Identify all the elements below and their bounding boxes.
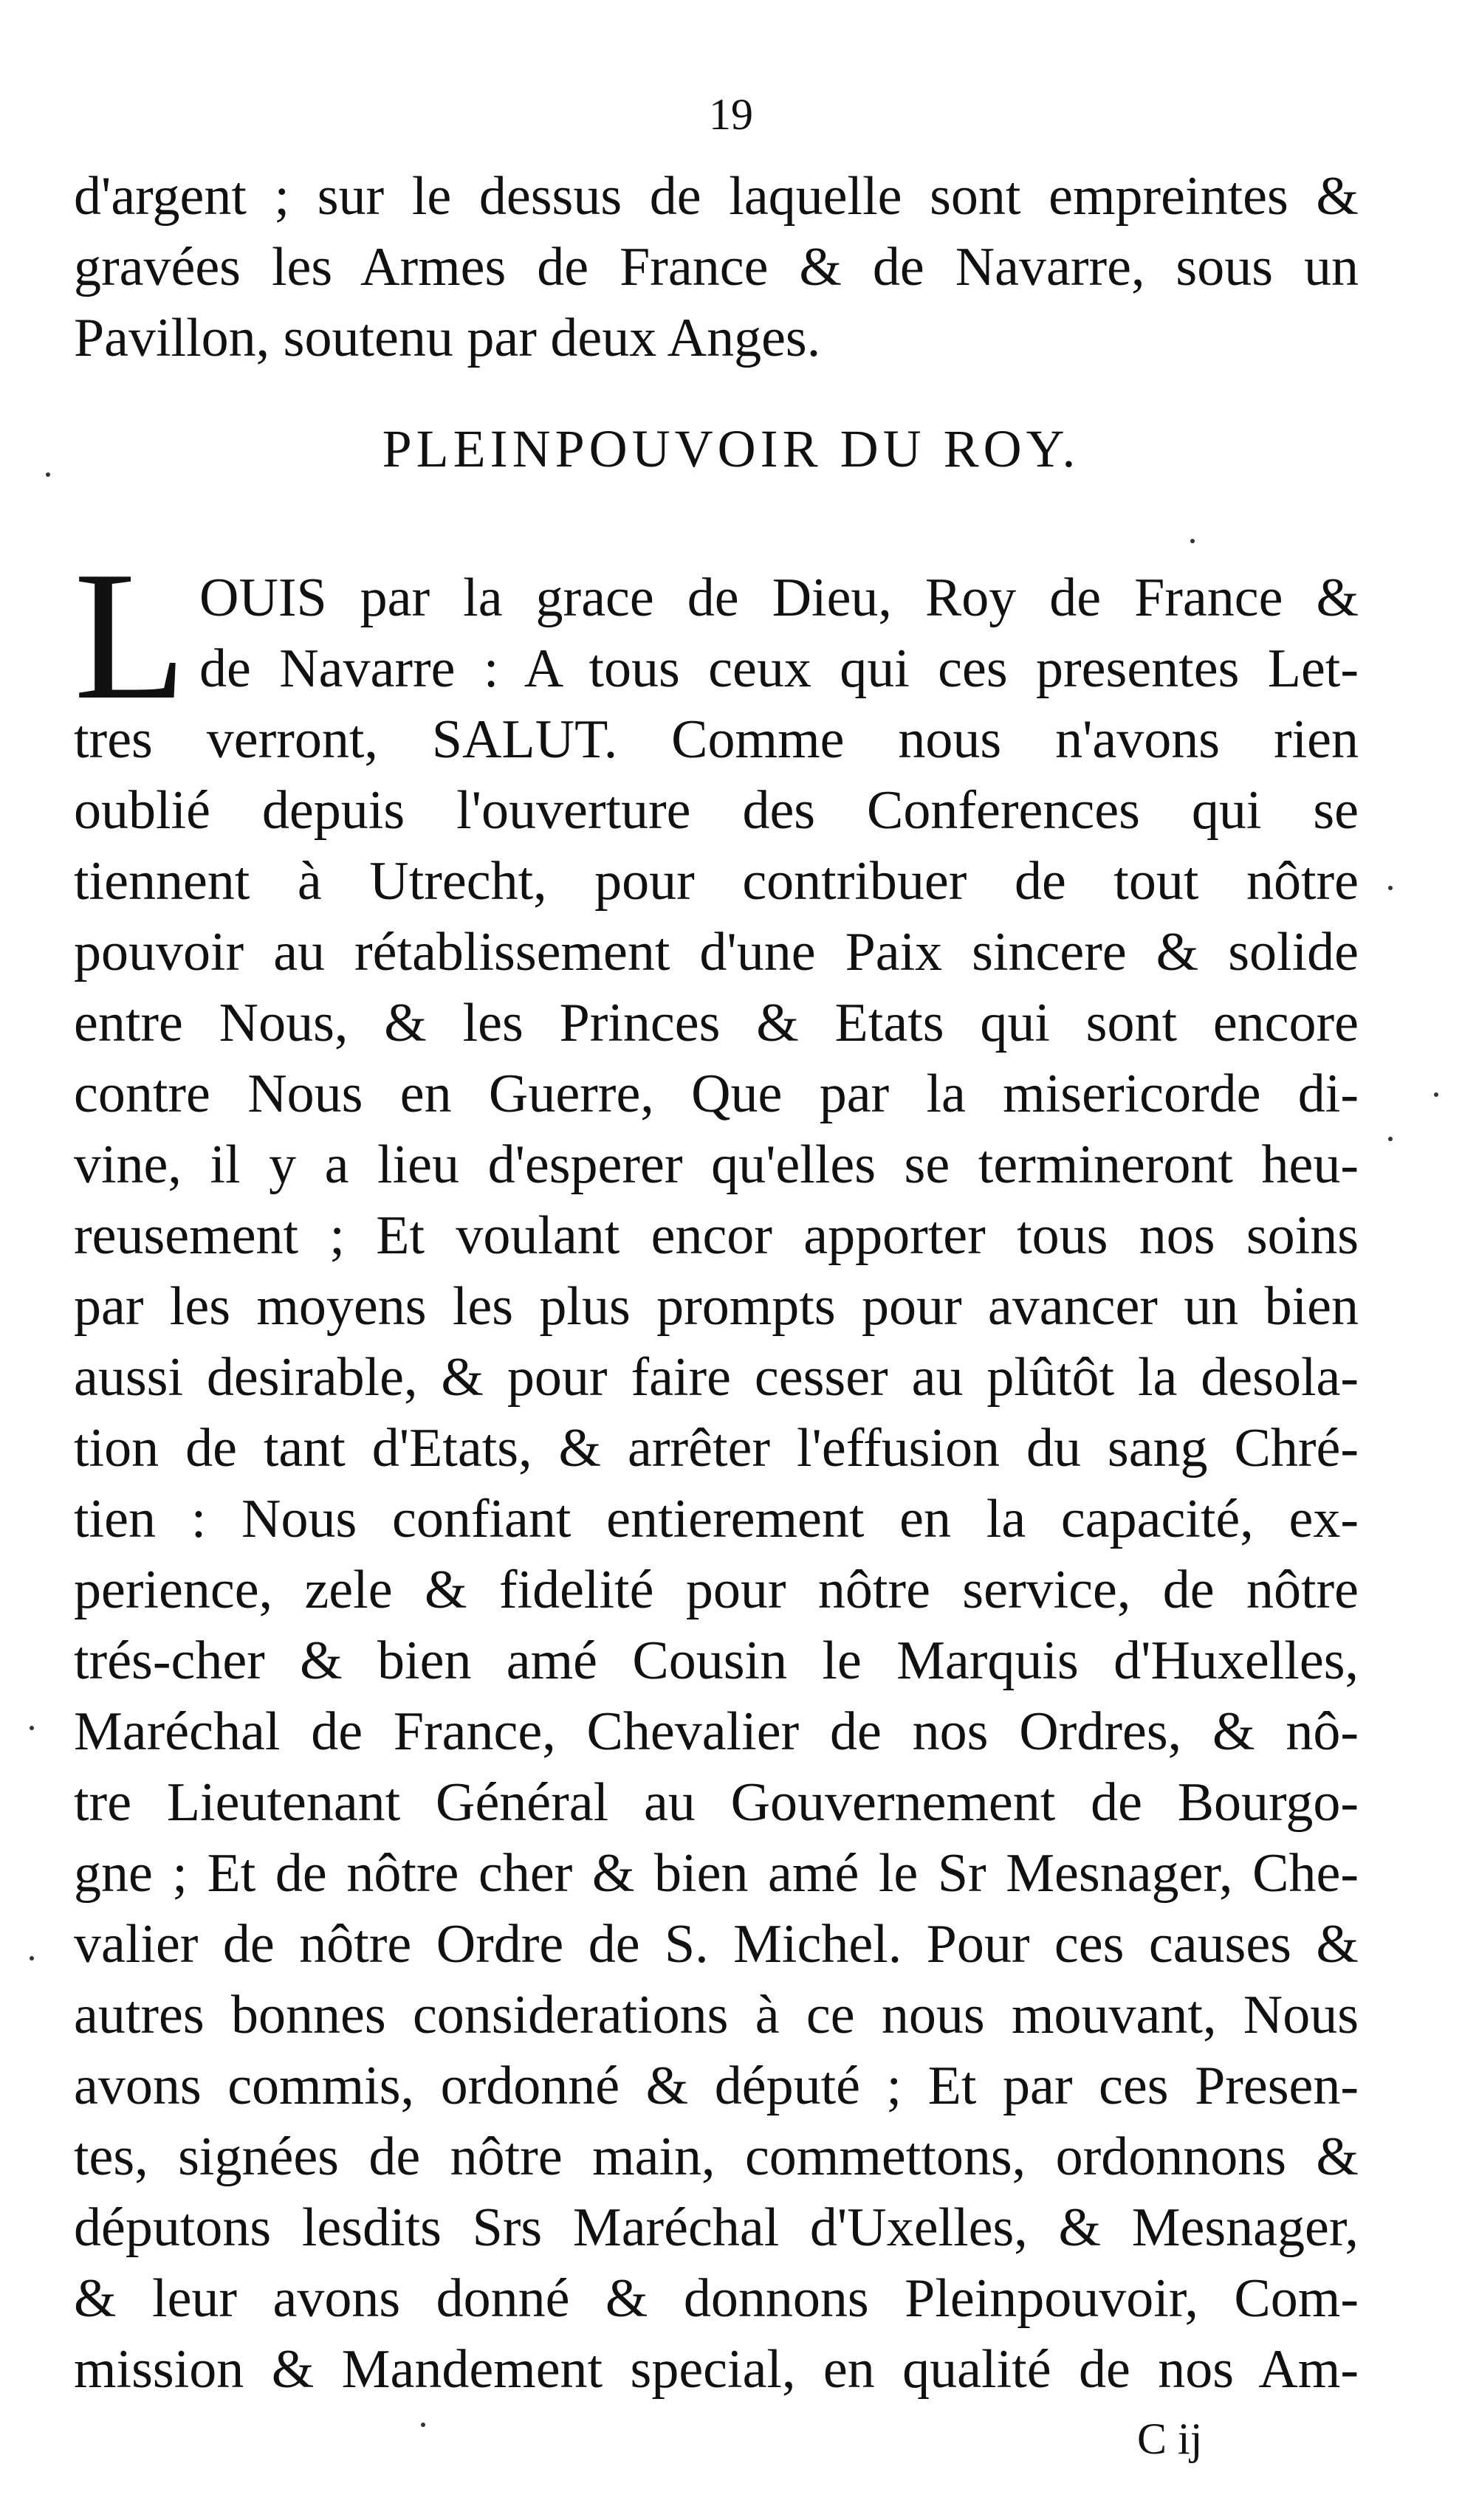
body-line-11: par les moyens les plus prompts pour avancer un bien [74,1276,1359,1337]
body-line-23: tes, signées de nôtre main, commettons, ordonnons & [74,2127,1359,2187]
body-line-8: contre Nous en Guerre, Que par la misericorde di- [74,1064,1359,1124]
body-line-22: avons commis, ordonné & député ; Et par ces Presen- [74,2056,1359,2116]
body-line-12: aussi desirable, & pour faire cesser au plûtôt la desola- [74,1347,1359,1408]
body-line-21: autres bonnes considerations à ce nous mouvant, Nous [74,1985,1359,2045]
ink-speck [1434,1092,1438,1097]
section-heading: PLEINPOUVOIR DU ROY. [382,419,1080,478]
body-line-24: députons lesdits Srs Maréchal d'Uxelles, & Mesnager, [74,2197,1359,2258]
body-line-26: mission & Mandement special, en qualité de nos Am- [74,2339,1359,2400]
body-line-13: tion de tant d'Etats, & arrêter l'effusion du sang Chré- [74,1418,1359,1478]
body-line-18: tre Lieutenant Général au Gouvernement de Bourgo- [74,1772,1359,1833]
body-line-16: trés-cher & bien amé Cousin le Marquis d'Huxelles, [74,1631,1359,1691]
body-line-4: oublié depuis l'ouverture des Conferences qui se [74,780,1359,841]
ink-speck [30,1726,34,1730]
page-number: 19 [709,90,753,139]
opening-line-1: d'argent ; sur le dessus de laquelle sont empreintes & [74,166,1359,227]
body-line-3: tres verront, SALUT. Comme nous n'avons rien [74,709,1359,770]
signature-mark: C ij [1137,2414,1203,2463]
ink-speck [1388,1137,1393,1141]
ink-speck [30,1956,34,1960]
body-line-14: tien : Nous confiant entierement en la capacité, ex- [74,1489,1359,1549]
ink-speck [1190,539,1195,543]
body-line-15: perience, zele & fidelité pour nôtre service, de nôtre [74,1560,1359,1620]
ink-speck [46,472,50,477]
ink-speck [1388,886,1393,890]
opening-line-3: Pavillon, soutenu par deux Anges. [74,308,821,368]
body-line-7: entre Nous, & les Princes & Etats qui sont encore [74,993,1359,1053]
body-line-17: Maréchal de France, Chevalier de nos Ordres, & nô- [74,1701,1359,1762]
body-line-1: OUIS par la grace de Dieu, Roy de France & [199,568,1359,628]
opening-line-2: gravées les Armes de France & de Navarre, sous un [74,237,1359,297]
body-line-5: tiennent à Utrecht, pour contribuer de tout nôtre [74,851,1359,912]
ink-speck [421,2423,425,2427]
body-line-6: pouvoir au rétablissement d'une Paix sincere & solide [74,922,1359,982]
body-line-25: & leur avons donné & donnons Pleinpouvoir, Com- [74,2268,1359,2329]
body-line-20: valier de nôtre Ordre de S. Michel. Pour ces causes & [74,1914,1359,1975]
body-line-19: gne ; Et de nôtre cher & bien amé le Sr Mesnager, Che- [74,1843,1359,1904]
body-line-10: reusement ; Et voulant encor apporter tous nos soins [74,1205,1359,1266]
body-line-9: vine, il y a lieu d'esperer qu'elles se termineront heu- [74,1135,1359,1195]
body-line-2: de Navarre : A tous ceux qui ces presentes Let- [199,638,1359,699]
drop-cap: L [74,534,187,738]
